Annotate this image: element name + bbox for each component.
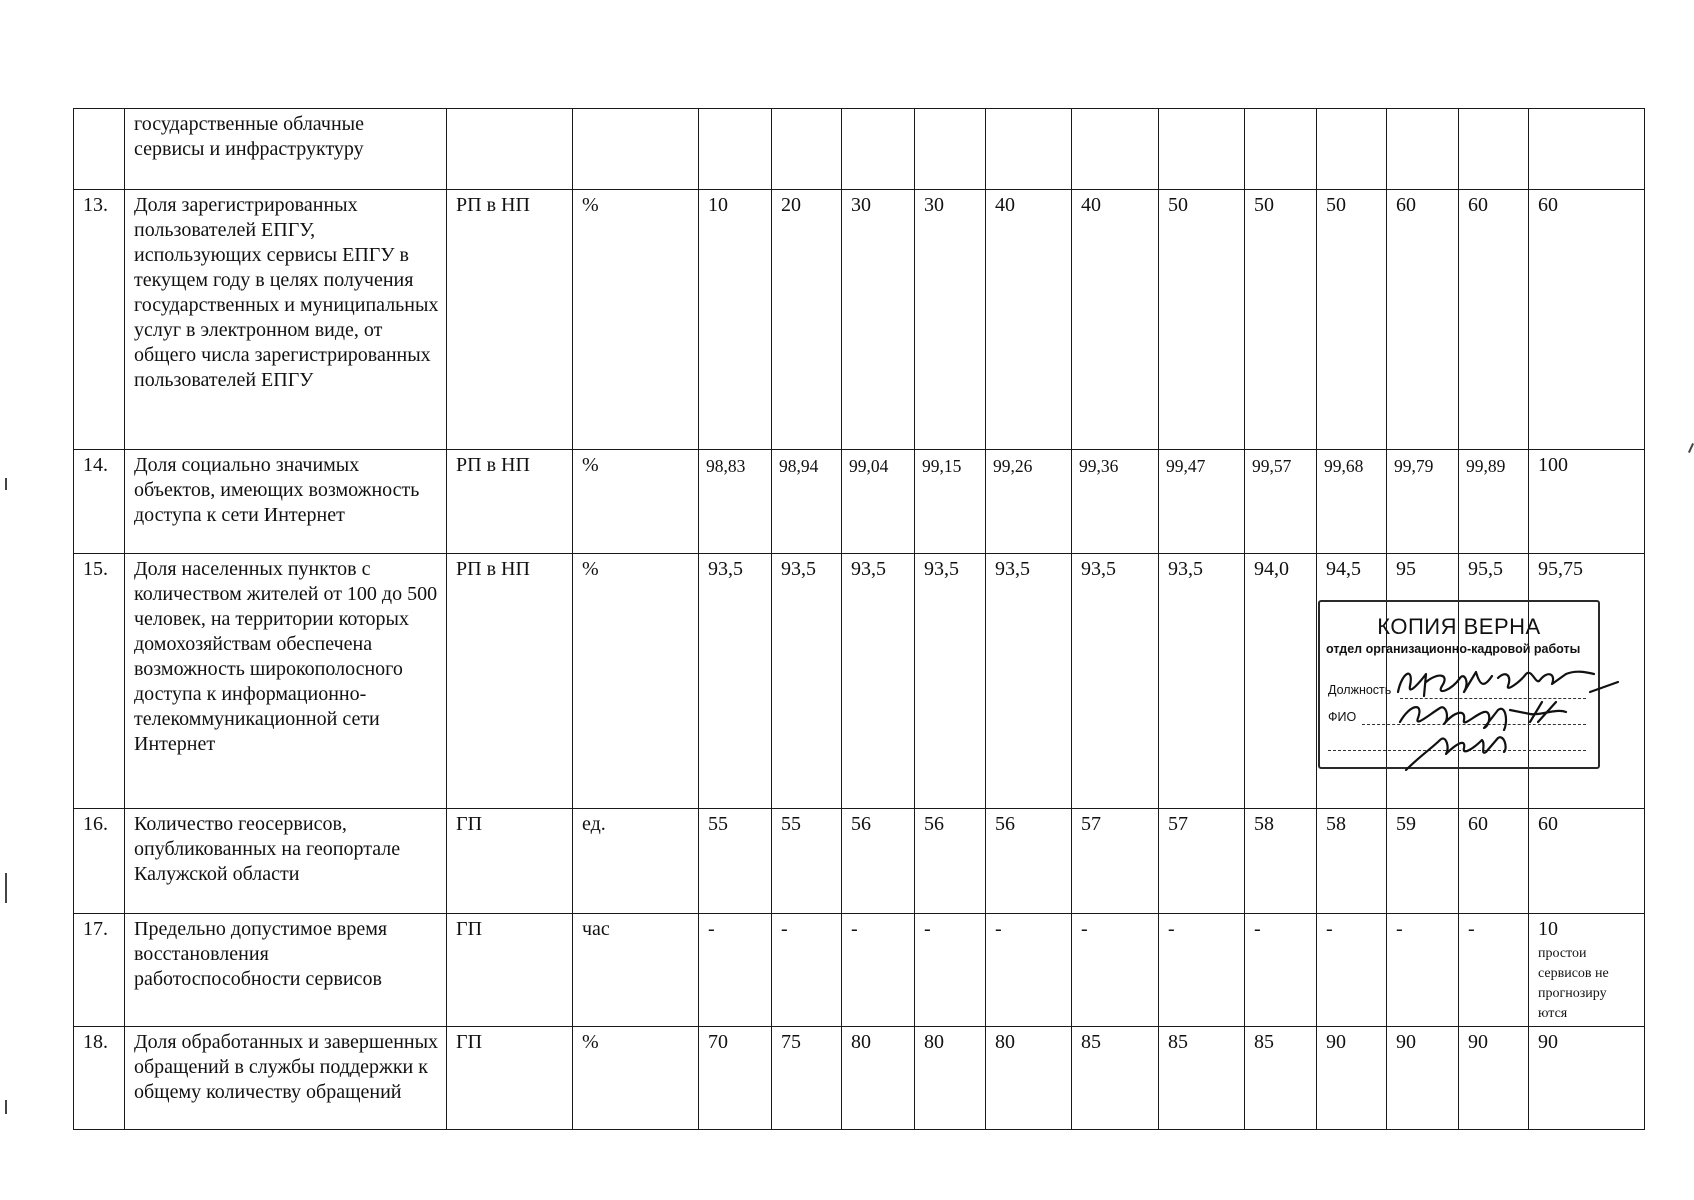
value-cell: 90	[1317, 1027, 1387, 1130]
stamp-title: КОПИЯ ВЕРНА	[1377, 614, 1541, 639]
scan-mark	[1688, 443, 1694, 453]
value-cell-with-note	[1529, 914, 1645, 1027]
value-cell: -	[915, 914, 986, 1027]
value-cell: 85	[1245, 1027, 1317, 1130]
value-cell: 30	[915, 190, 986, 450]
value-cell: 80	[842, 1027, 915, 1130]
scan-mark	[5, 873, 7, 903]
value-cell: 93,5	[1159, 554, 1245, 809]
indicator-name: Доля зарегистрированных пользователей ЕПГУ, использующих сервисы ЕПГУ в текущем году в целях получения государственных и муниципальных услуг в электронном виде, от общего числа зарегистрированных пользователей ЕПГУ	[125, 190, 447, 450]
table-row	[74, 809, 1645, 914]
source-cell: ГП	[447, 809, 573, 914]
unit-cell: %	[573, 190, 699, 450]
value-cell: -	[1159, 914, 1245, 1027]
stamp-name-line	[1328, 710, 1356, 724]
value-cell: -	[772, 914, 842, 1027]
value-cell: 58	[1317, 809, 1387, 914]
source-cell: ГП	[447, 914, 573, 1027]
value-text: 10	[1538, 918, 1558, 940]
value-cell: -	[1459, 914, 1529, 1027]
value-cell	[1529, 109, 1645, 190]
value-cell: 50	[1317, 190, 1387, 450]
value-cell: -	[1245, 914, 1317, 1027]
stamp-position-label: Должность	[1328, 683, 1392, 697]
value-cell: -	[1072, 914, 1159, 1027]
value-cell: 93,5	[772, 554, 842, 809]
row-number	[74, 109, 125, 190]
indicator-name: Доля населенных пунктов с количеством жителей от 100 до 500 человек, на территории которых домохозяйствам обеспечена возможность широкополосного доступа к информационно-телекоммуникационной сети Интернет	[125, 554, 447, 809]
value-cell: 40	[986, 190, 1072, 450]
value-cell: 99,15	[915, 450, 986, 554]
value-cell: 93,5	[699, 554, 772, 809]
value-note: простои сервисов не прогнозиру ются	[1538, 946, 1609, 1021]
row-number: 13.	[74, 190, 125, 450]
value-cell: 80	[915, 1027, 986, 1130]
value-cell: 93,5	[915, 554, 986, 809]
unit-cell	[573, 109, 699, 190]
scan-mark	[5, 1100, 7, 1114]
value-cell: 10	[699, 190, 772, 450]
source-cell: ГП	[447, 1027, 573, 1130]
value-cell: 55	[699, 809, 772, 914]
value-cell	[1072, 109, 1159, 190]
unit-cell: час	[573, 914, 699, 1027]
value-cell: 75	[772, 1027, 842, 1130]
value-cell: 99,36	[1072, 450, 1159, 554]
unit-cell: ед.	[573, 809, 699, 914]
value-cell: -	[842, 914, 915, 1027]
value-cell: 93,5	[1072, 554, 1159, 809]
value-cell	[1317, 109, 1387, 190]
value-cell: 30	[842, 190, 915, 450]
value-cell: 56	[842, 809, 915, 914]
table-row	[74, 914, 1645, 1027]
value-cell: 99,04	[842, 450, 915, 554]
value-cell: 70	[699, 1027, 772, 1130]
value-cell: 100	[1529, 450, 1645, 554]
value-cell	[1459, 109, 1529, 190]
value-cell: 90	[1529, 1027, 1645, 1130]
source-cell	[447, 109, 573, 190]
value-cell: 93,5	[986, 554, 1072, 809]
table-row	[74, 190, 1645, 450]
value-cell: 95,5	[1459, 554, 1529, 809]
value-cell: 60	[1387, 190, 1459, 450]
value-cell: -	[1317, 914, 1387, 1027]
value-cell: 20	[772, 190, 842, 450]
source-cell: РП в НП	[447, 450, 573, 554]
indicator-name: Доля социально значимых объектов, имеющих возможность доступа к сети Интернет	[125, 450, 447, 554]
value-cell	[699, 109, 772, 190]
stamp-department: отдел организационно-кадровой работы	[1326, 642, 1581, 656]
value-cell: 56	[986, 809, 1072, 914]
value-cell: 99,26	[986, 450, 1072, 554]
value-cell: 50	[1245, 190, 1317, 450]
handwritten-signature	[1380, 652, 1630, 772]
indicator-name: Предельно допустимое время восстановления работоспособности сервисов	[125, 914, 447, 1027]
value-cell: 90	[1387, 1027, 1459, 1130]
unit-cell: %	[573, 554, 699, 809]
row-number: 16.	[74, 809, 125, 914]
value-cell	[915, 109, 986, 190]
value-cell: 95	[1387, 554, 1459, 809]
value-cell	[1159, 109, 1245, 190]
value-cell: -	[986, 914, 1072, 1027]
value-cell	[1245, 109, 1317, 190]
value-cell: 95,75	[1529, 554, 1645, 809]
value-cell: 56	[915, 809, 986, 914]
row-number: 18.	[74, 1027, 125, 1130]
value-cell: -	[699, 914, 772, 1027]
value-cell: 93,5	[842, 554, 915, 809]
value-cell: 98,94	[772, 450, 842, 554]
value-cell: 55	[772, 809, 842, 914]
source-cell: РП в НП	[447, 554, 573, 809]
unit-cell: %	[573, 1027, 699, 1130]
value-cell: 99,79	[1387, 450, 1459, 554]
table-row	[74, 109, 1645, 190]
value-cell: 58	[1245, 809, 1317, 914]
value-cell: 57	[1072, 809, 1159, 914]
value-cell: 94,0	[1245, 554, 1317, 809]
indicator-name: Доля обработанных и завершенных обращений в службы поддержки к общему количеству обращений	[125, 1027, 447, 1130]
indicator-name: государственные облачные сервисы и инфраструктуру	[125, 109, 447, 190]
source-cell: РП в НП	[447, 190, 573, 450]
scan-mark	[5, 478, 7, 490]
value-cell: 57	[1159, 809, 1245, 914]
value-cell: 98,83	[699, 450, 772, 554]
value-cell	[842, 109, 915, 190]
value-cell: 90	[1459, 1027, 1529, 1130]
row-number: 15.	[74, 554, 125, 809]
value-cell: 85	[1159, 1027, 1245, 1130]
table-row	[74, 450, 1645, 554]
stamp-name-label: ФИО	[1328, 710, 1357, 724]
value-cell: 60	[1529, 190, 1645, 450]
value-cell: 60	[1459, 190, 1529, 450]
value-cell: 60	[1459, 809, 1529, 914]
value-cell: 94,5	[1317, 554, 1387, 809]
value-cell: 50	[1159, 190, 1245, 450]
value-cell: 40	[1072, 190, 1159, 450]
value-cell	[772, 109, 842, 190]
value-cell	[1387, 109, 1459, 190]
value-cell: 80	[986, 1027, 1072, 1130]
value-cell: -	[1387, 914, 1459, 1027]
value-cell: 99,57	[1245, 450, 1317, 554]
value-cell: 99,68	[1317, 450, 1387, 554]
value-cell: 60	[1529, 809, 1645, 914]
row-number: 17.	[74, 914, 125, 1027]
unit-cell: %	[573, 450, 699, 554]
value-cell: 99,47	[1159, 450, 1245, 554]
value-cell: 59	[1387, 809, 1459, 914]
table-row	[74, 1027, 1645, 1130]
value-cell	[986, 109, 1072, 190]
row-number: 14.	[74, 450, 125, 554]
indicator-name: Количество геосервисов, опубликованных на геопортале Калужской области	[125, 809, 447, 914]
value-cell: 99,89	[1459, 450, 1529, 554]
value-cell: 85	[1072, 1027, 1159, 1130]
